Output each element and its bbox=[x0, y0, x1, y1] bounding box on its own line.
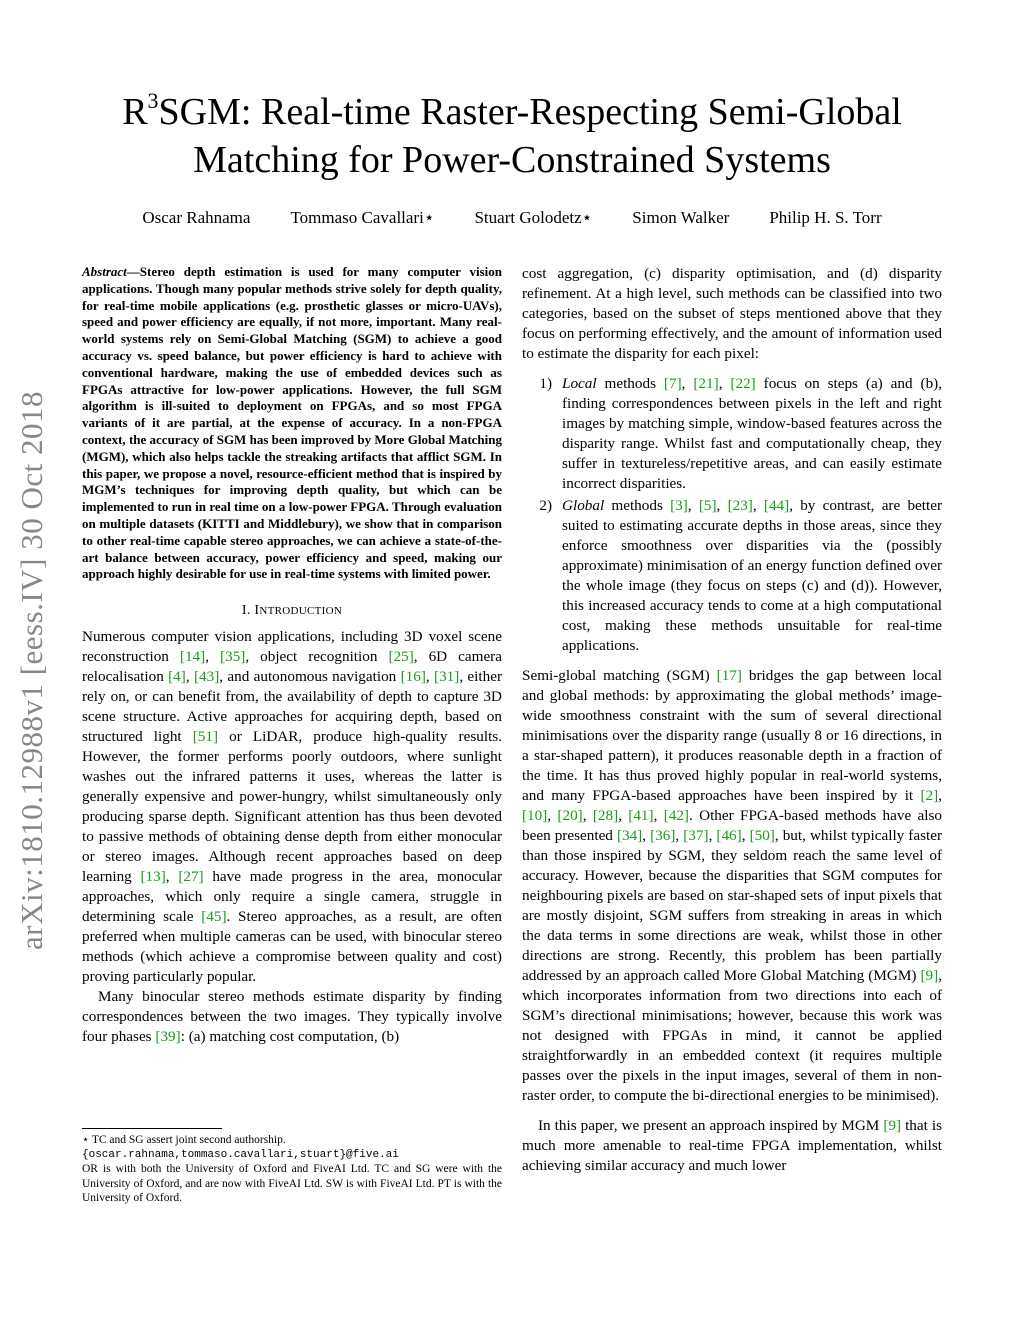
text-run: focus on steps (a) and (b), finding correspondences between pixels in the left and right images by matching simple, window-based features across the disparity range. Whilst fast and computationally cheap, they suffer in textureless/repetitive areas, and can easily estimate incorrect disparities. bbox=[562, 375, 943, 492]
text-run: . Stereo approaches, as a result, are often preferred when multiple cameras can be used, with binocular stereo methods (which achieve a compromise between quality and cost) proving particularly popular. bbox=[82, 908, 502, 986]
author: Tommaso Cavallari⋆ bbox=[290, 208, 435, 227]
footnotes bbox=[82, 1128, 502, 1206]
citation-link[interactable]: [46] bbox=[716, 827, 742, 844]
text-run: , bbox=[938, 787, 942, 804]
text-run: , bbox=[716, 497, 728, 514]
abstract: Abstract—Stereo depth estimation is used for many computer vision applications. Though many popular methods strive solely for depth quality, for real-time mobile applications (e.g. prosthetic glasses or micro-UAVs), speed and power efficiency are equally, if not more, important. Many real-world systems rely on Semi-Global Matching (SGM) to achieve a good accuracy vs. speed balance, but power efficiency is hard to achieve with conventional hardware, making the use of embedded devices such as FPGAs attractive for low-power applications. However, the full SGM algorithm is ill-suited to deployment on FPGAs, and so most FPGA variants of it are partial, at the expense of accuracy. In a non-FPGA context, the accuracy of SGM has been improved by More Global Matching (MGM), which also helps tackle the streaking artifacts that afflict SGM. In this paper, we propose a novel, resource-efficient method that is inspired by MGM’s techniques for improving depth quality, but which can be implemented to run in real time on a low-power FPGA. Through evaluation on multiple datasets (KITTI and Middlebury), we show that in comparison to other real-time capable stereo approaches, we can achieve a state-of-the-art balance between accuracy, power efficiency and speed, making our approach highly desirable for use in real-time systems with limited power. bbox=[82, 264, 502, 582]
text-run: , and autonomous navigation bbox=[219, 668, 401, 686]
citation-link[interactable]: [5] bbox=[698, 497, 717, 514]
citation-link[interactable]: [36] bbox=[650, 827, 676, 844]
text-run: , bbox=[618, 807, 629, 824]
text-run: , bbox=[741, 827, 750, 844]
text-run: Semi-global matching (SGM) bbox=[522, 667, 717, 684]
citation-link[interactable]: [20] bbox=[557, 807, 583, 824]
citation-link[interactable]: [9] bbox=[883, 1117, 902, 1134]
citation-link[interactable]: [4] bbox=[168, 668, 186, 686]
citation-link[interactable]: [41] bbox=[628, 807, 654, 824]
title-line-1: $R^3SGM$: Real-time Raster-Respecting Semi-Global bbox=[122, 88, 902, 133]
author-list bbox=[60, 208, 964, 228]
text-run: , bbox=[185, 668, 194, 686]
text-run: , by contrast, are better suited to estimating accurate depths in those areas, since they enforce smoothness over disparities via the (possibly approximate) minimisation of an energy function defined over the whole image (they focus on steps (c) and (d)). However, this increased accuracy tends to come at a high computational cost, making these methods unsuitable for real-time applications. bbox=[562, 497, 943, 654]
citation-link[interactable]: [44] bbox=[763, 497, 790, 514]
author: Oscar Rahnama bbox=[142, 208, 251, 227]
citation-link[interactable]: [7] bbox=[663, 375, 682, 392]
text-run: , bbox=[675, 827, 684, 844]
citation-link[interactable]: [50] bbox=[749, 827, 775, 844]
citation-link[interactable]: [27] bbox=[178, 868, 204, 886]
text-run: . Other FPGA-based methods have also been presented bbox=[522, 807, 942, 844]
right-paragraph-1: cost aggregation, (c) disparity optimisation, and (d) disparity refinement. At a high level, such methods can be classified into two categories, based on the subset of steps mentioned above that they focus on performing effectively, and the amount of information used to estimate the disparity for each pixel: bbox=[522, 265, 942, 362]
citation-link[interactable]: [43] bbox=[193, 668, 220, 686]
text-run: , bbox=[582, 807, 593, 824]
footnote-divider bbox=[82, 1128, 222, 1129]
text-run: , bbox=[425, 668, 435, 686]
text-run: , object recognition bbox=[245, 648, 389, 666]
citation-link[interactable]: [42] bbox=[663, 807, 689, 824]
text-run: , 6D camera relocalisation bbox=[82, 648, 502, 686]
author: Philip H. S. Torr bbox=[769, 208, 882, 227]
footnote-emails: {oscar.rahnama,tommaso.cavallari,stuart}@five.ai bbox=[82, 1148, 399, 1161]
text-run: or LiDAR, produce high-quality results. However, the former performs poorly outdoors, where sunlight washes out the infrared patterns it uses, whereas the latter is generally expensive and power-hungry, whilst simultaneously only producing sparse depth. Significant attention has thus been devoted to passive methods of obtaining dense depth from either monocular or stereo images. Although recent approaches based on deep learning bbox=[82, 728, 502, 886]
text-run: , bbox=[642, 827, 651, 844]
section-heading-introduction: I. INTRODUCTION bbox=[241, 603, 343, 619]
citation-link[interactable]: [13] bbox=[140, 868, 166, 886]
citation-link[interactable]: [45] bbox=[201, 908, 227, 926]
citation-link[interactable]: [37] bbox=[683, 827, 709, 844]
citation-link[interactable]: [9] bbox=[920, 967, 939, 984]
citation-link[interactable]: [2] bbox=[920, 787, 939, 804]
text-run: , bbox=[708, 827, 717, 844]
text-run: Local bbox=[562, 375, 597, 392]
method-category-list bbox=[522, 374, 942, 656]
right-paragraph-2 bbox=[522, 666, 942, 1106]
citation-link[interactable]: [3] bbox=[670, 497, 688, 514]
author: Stuart Golodetz⋆ bbox=[474, 208, 593, 227]
text-run: , bbox=[718, 375, 731, 392]
text-run: Many binocular stereo methods estimate disparity by finding correspondences between the two images. They typically involve four phases bbox=[82, 988, 502, 1046]
intro-paragraph-1 bbox=[82, 627, 502, 987]
right-column bbox=[522, 264, 942, 1176]
citation-link[interactable]: [39] bbox=[155, 1028, 181, 1046]
text-run: , bbox=[681, 375, 694, 392]
citation-link[interactable]: [25] bbox=[388, 648, 414, 666]
footnote-affiliations: OR is with both the University of Oxford and FiveAI Ltd. TC and SG were with the University of Oxford, and are now with FiveAI Ltd. SW is with FiveAI Ltd. PT is with the University of Oxford. bbox=[82, 1163, 502, 1204]
text-run: methods bbox=[596, 375, 664, 392]
citation-link[interactable]: [34] bbox=[616, 827, 643, 844]
text-run: Global bbox=[562, 497, 605, 514]
citation-link[interactable]: [31] bbox=[434, 668, 460, 686]
text-run: methods bbox=[604, 497, 671, 514]
text-run: , bbox=[205, 648, 221, 666]
citation-link[interactable]: [28] bbox=[592, 807, 619, 824]
left-column bbox=[82, 264, 502, 1047]
text-run: that is much more amenable to real-time FPGA implementation, whilst achieving similar accuracy and much lower bbox=[522, 1117, 942, 1174]
citation-link[interactable]: [22] bbox=[730, 375, 756, 392]
paper-title bbox=[60, 88, 964, 184]
text-run: , bbox=[687, 497, 699, 514]
title-line-2: Matching for Power-Constrained Systems bbox=[193, 139, 831, 181]
text-run: : (a) matching cost computation, (b) bbox=[180, 1028, 400, 1046]
list-item: 1) Local methods [7], [21], [22] focus on steps (a) and (b), finding correspondences between pixels in the left and right images by matching simple, window-based features across the disparity range. Whilst fast and computationally cheap, they suffer in textureless/repetitive areas, and can easily estimate incorrect disparities. bbox=[539, 375, 943, 492]
text-run: In this paper, we present an approach inspired by MGM bbox=[538, 1117, 884, 1134]
text-run: , bbox=[165, 868, 179, 886]
text-run: , which incorporates information from two directions into each of SGM’s directional minimisations; however, because this work was not designed with FPGAs in mind, it cannot be applied straightforwardly in an embedded context (it requires multiple passes over the pixels in the input images, several of them in non-raster order, to compute the bi-directional energies to be minimised). bbox=[522, 967, 942, 1104]
citation-link[interactable]: [51] bbox=[192, 728, 219, 746]
text-run: , bbox=[653, 807, 664, 824]
citation-link[interactable]: [35] bbox=[220, 648, 246, 666]
text-run: , but, whilst typically faster than those inspired by SGM, they seldom reach the same level of accuracy. However, because the disparities that SGM computes for neighbouring pixels are based on star-shaped sets of input pixels that are mostly disjoint, SGM suffers from streaking in areas in which the data terms in some directions are weak, whilst those in other directions are strong. Recently, this problem has been partially addressed by an approach called More Global Matching (MGM) bbox=[522, 827, 943, 984]
list-item: 2) Global methods [3], [5], [23], [44], by contrast, are better suited to estimating accurate depths in those areas, since they enforce smoothness over disparities via the (possibly approximate) minimisation of an energy function defined over the whole image (they focus on steps (c) and (d)). However, this increased accuracy tends to come at a high computational cost, making these methods unsuitable for real-time applications. bbox=[539, 497, 943, 654]
citation-link[interactable]: [23] bbox=[727, 497, 753, 514]
text-run: have made progress in the area, monocular approaches, which only require a single camera, struggle in determining scale bbox=[82, 868, 503, 926]
author: Simon Walker bbox=[632, 208, 730, 227]
text-run: bridges the gap between local and global methods: by approximating the global methods’ image-wide smoothness constraint with the sum of several directional minimisations over the disparity range (usually 8 or 16 directions, in a star-shaped pattern), it produces reasonable depth in a fraction of the time. It has thus proved highly popular in real-world systems, and many FPGA-based approaches have been inspired by it bbox=[522, 667, 942, 804]
intro-paragraph-2 bbox=[82, 987, 502, 1047]
text-run: , bbox=[752, 497, 764, 514]
citation-link[interactable]: [21] bbox=[693, 375, 719, 392]
text-run: , bbox=[547, 807, 558, 824]
citation-link[interactable]: [10] bbox=[522, 807, 548, 824]
citation-link[interactable]: [17] bbox=[716, 667, 742, 684]
right-paragraph-3 bbox=[522, 1116, 942, 1176]
arxiv-identifier: arXiv:1810.12988v1 [eess.IV] 30 Oct 2018 bbox=[14, 391, 49, 950]
citation-link[interactable]: [16] bbox=[400, 668, 426, 686]
footnote-authorship: ⋆ TC and SG assert joint second authorship. bbox=[82, 1134, 286, 1146]
citation-link[interactable]: [14] bbox=[179, 648, 206, 666]
text-run: Numerous computer vision applications, including 3D voxel scene reconstruction bbox=[82, 628, 502, 666]
text-run: , either rely on, or can benefit from, the availability of depth to capture 3D scene structure. Active approaches for acquiring depth, based on structured light bbox=[82, 668, 503, 746]
